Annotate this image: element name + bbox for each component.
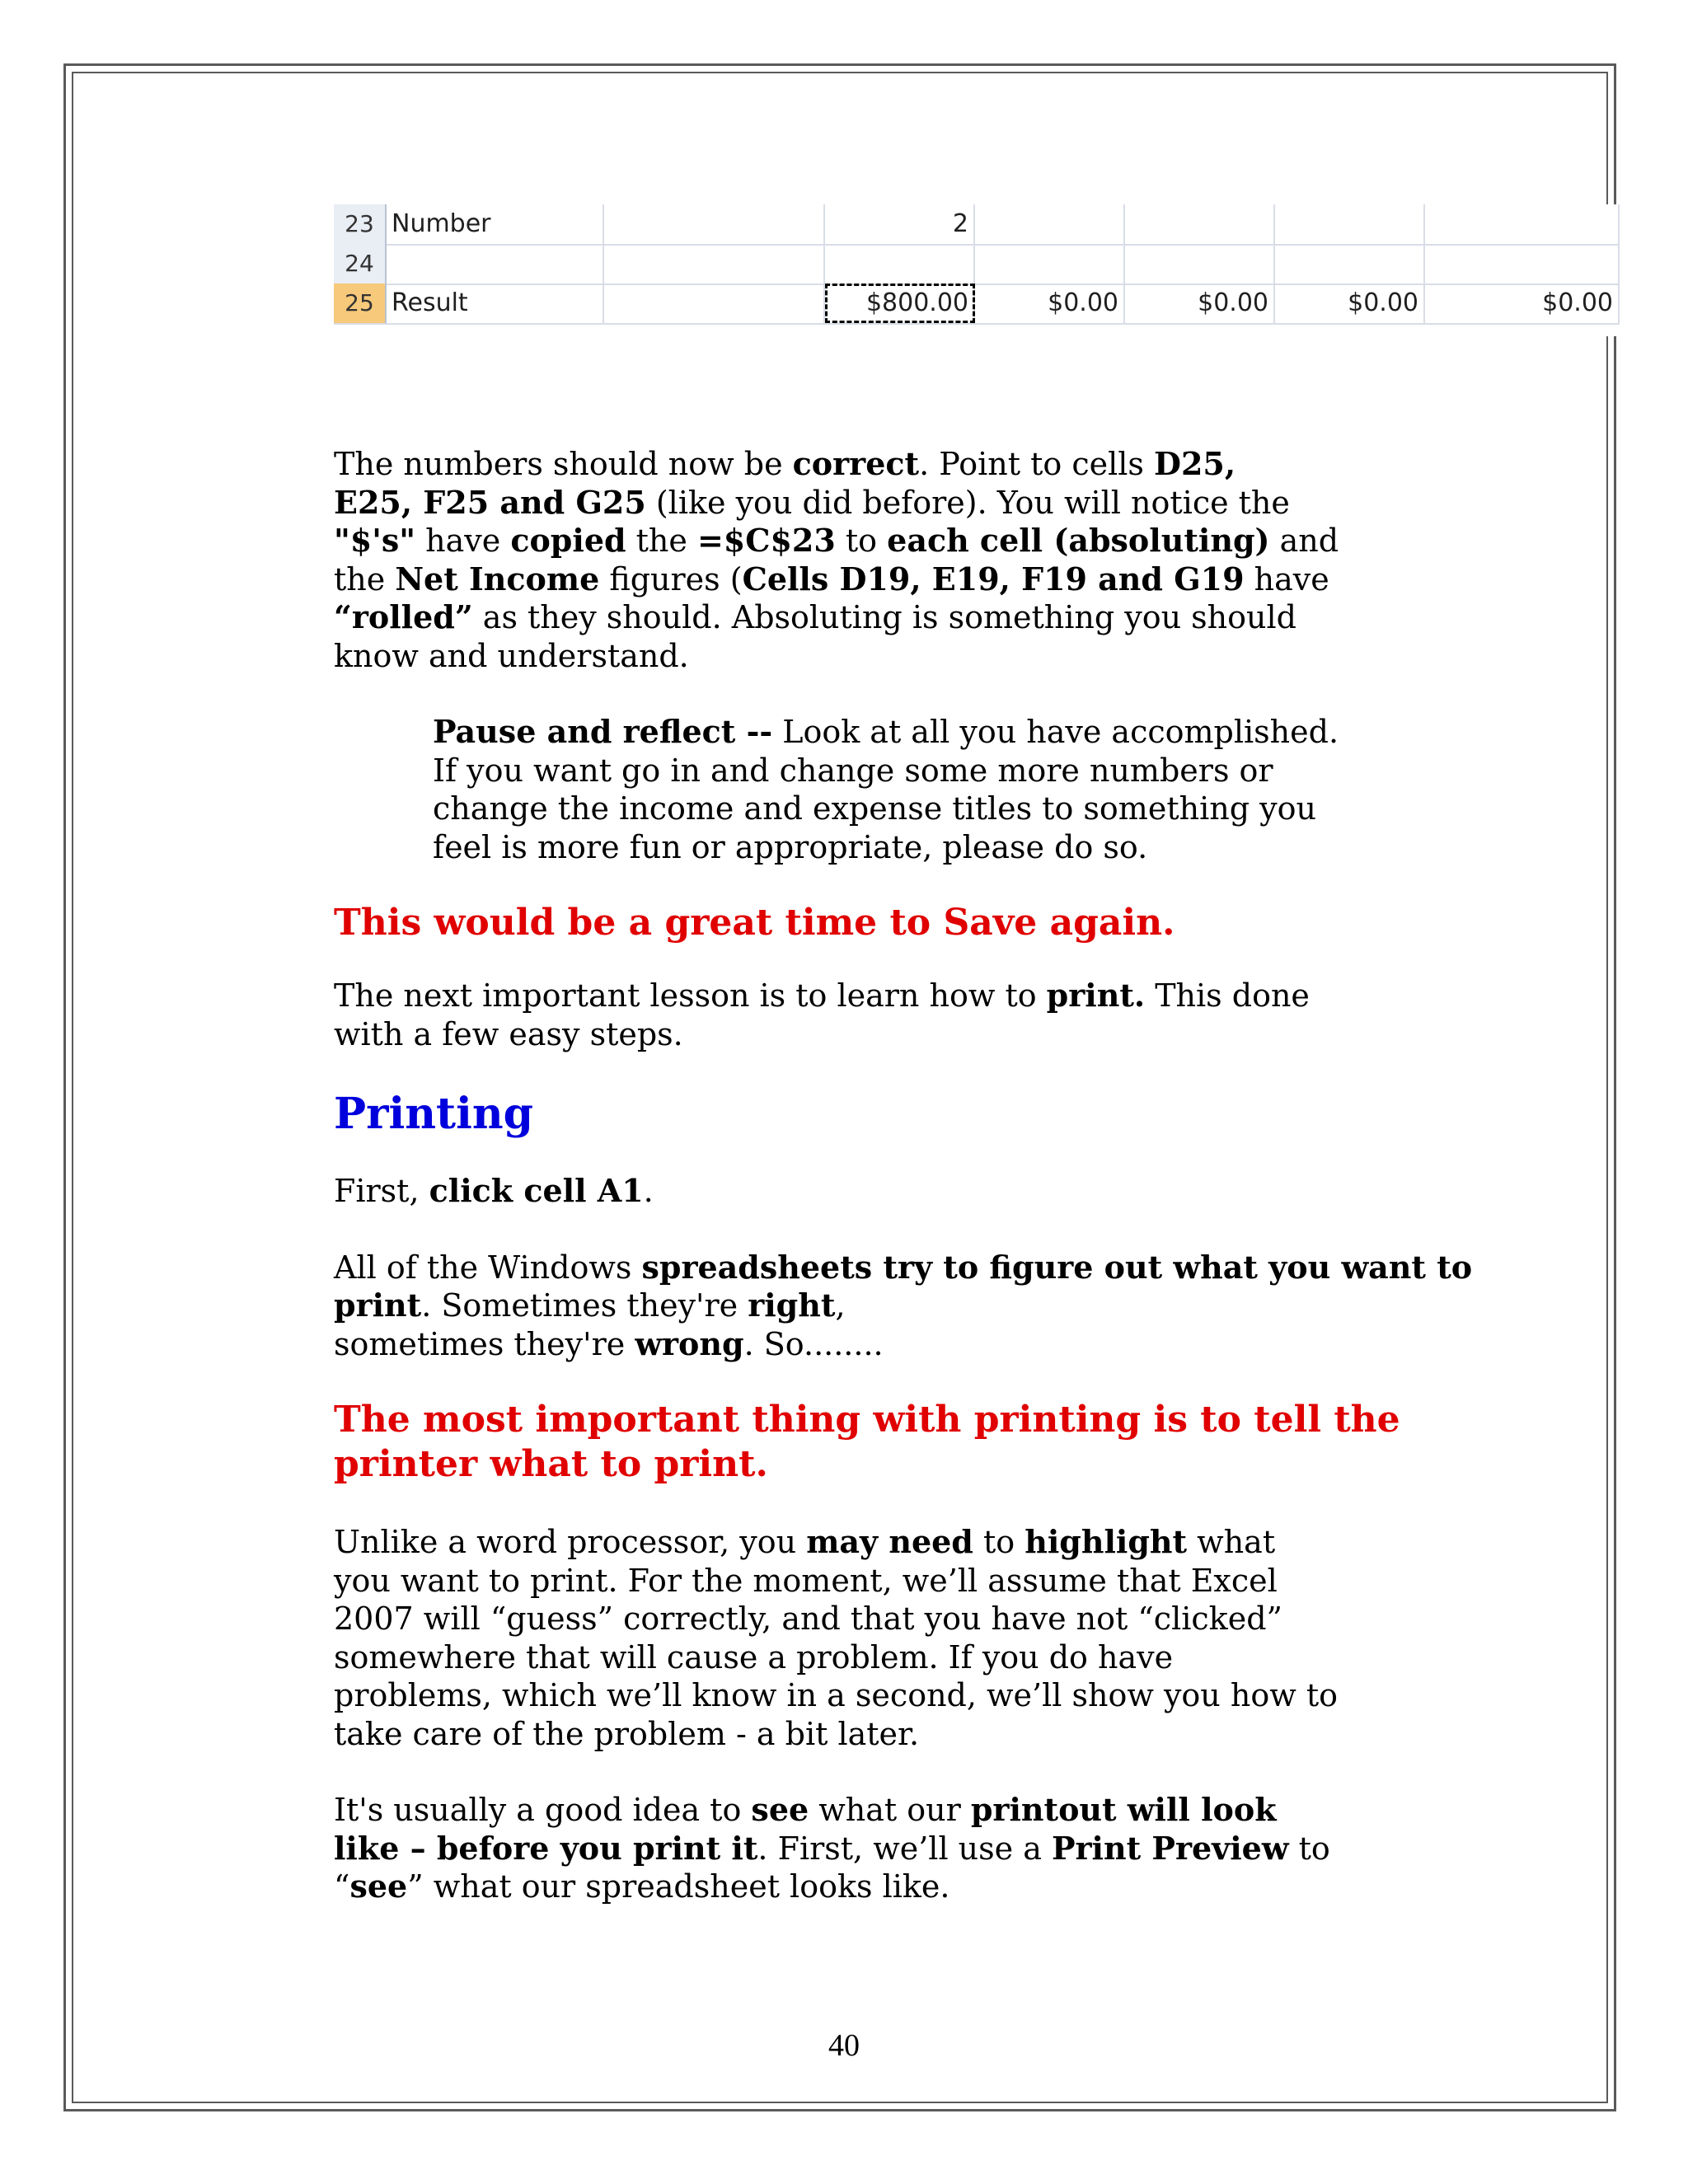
sheet-row-25: [334, 284, 1620, 325]
text: to: [1288, 1830, 1330, 1867]
text: feel is more fun or appropriate, please do so.: [433, 828, 1148, 865]
text: figures (: [599, 560, 743, 598]
bold-text: see: [751, 1791, 809, 1828]
text: ” what our spreadsheet looks like.: [407, 1868, 950, 1905]
cell-d25-copied[interactable]: $800.00: [825, 284, 975, 323]
bold-text: like – before you print it: [334, 1829, 758, 1867]
text: All of the Windows: [334, 1249, 642, 1286]
bold-text: Cells D19, E19, F19 and G19: [742, 560, 1245, 598]
cell-e25[interactable]: $0.00: [975, 284, 1125, 323]
bold-text: right: [748, 1286, 836, 1324]
paragraph-print-lesson: [334, 977, 1504, 1053]
bold-text: Print Preview: [1051, 1829, 1289, 1867]
bold-text: "$'s": [334, 522, 416, 559]
text: printer what to print.: [334, 1443, 768, 1485]
cell-c23-blank[interactable]: [604, 204, 825, 244]
text: know and understand.: [334, 637, 689, 674]
text: change the income and expense titles to something you: [433, 790, 1316, 827]
text: The numbers should now be: [334, 446, 793, 482]
text: have: [415, 523, 511, 559]
text: “: [334, 1868, 350, 1905]
bold-text: “rolled”: [334, 598, 473, 635]
bold-text: highlight: [1025, 1523, 1188, 1560]
cell-b24[interactable]: [385, 244, 604, 284]
text: the: [626, 523, 697, 559]
text: The next important lesson is to learn how to: [334, 977, 1047, 1014]
text: It's usually a good idea to: [334, 1792, 752, 1828]
text: . So........: [743, 1325, 884, 1362]
paragraph-numbers-correct: [334, 445, 1504, 675]
cell-h25[interactable]: $0.00: [1425, 284, 1620, 323]
bold-text: copied: [510, 522, 626, 559]
text: 2007 will “guess” correctly, and that you have not “clicked”: [334, 1601, 1282, 1637]
paragraph-word-processor: [334, 1523, 1504, 1753]
text: to: [973, 1524, 1025, 1560]
text: . First, we’ll use a: [757, 1830, 1052, 1867]
bold-text: Net Income: [395, 560, 600, 598]
bold-text: correct: [792, 445, 920, 482]
text: what: [1187, 1524, 1276, 1560]
cell-d23[interactable]: 2: [825, 204, 975, 244]
text: sometimes they're: [334, 1325, 635, 1362]
cell-h24[interactable]: [1425, 244, 1620, 284]
sheet-row-24: [334, 244, 1620, 285]
save-notice: This would be a great time to Save again.: [334, 902, 1175, 944]
text: the: [334, 560, 396, 598]
document-body: [334, 445, 1504, 1906]
cell-f25[interactable]: $0.00: [1125, 284, 1275, 323]
text: as they should. Absoluting is something you should: [472, 599, 1296, 635]
cell-e23[interactable]: [975, 204, 1125, 244]
text: This done: [1145, 977, 1310, 1014]
important-printing-notice: [334, 1398, 1504, 1487]
text: to: [835, 523, 888, 559]
text: problems, which we’ll know in a second, we’ll show you how to: [334, 1677, 1338, 1713]
text: Unlike a word processor, you: [334, 1524, 807, 1560]
text: . Point to cells: [919, 446, 1155, 482]
paragraph-click-a1: [334, 1172, 1504, 1211]
text: First,: [334, 1173, 429, 1209]
cell-g23[interactable]: [1275, 204, 1425, 244]
paragraph-print-preview: [334, 1791, 1504, 1906]
sheet-row-23: [334, 204, 1620, 246]
row-header[interactable]: 23: [334, 204, 387, 244]
page-number: 40: [828, 2028, 860, 2063]
cell-c25-blank[interactable]: [604, 284, 825, 323]
cell-e24[interactable]: [975, 244, 1125, 284]
bold-text: see: [349, 1868, 408, 1905]
text: with a few easy steps.: [334, 1015, 683, 1052]
bold-text: D25,: [1154, 445, 1236, 482]
row-header[interactable]: 24: [334, 244, 387, 284]
bold-text: E25, F25 and G25: [334, 483, 646, 521]
text: Look at all you have accomplished.: [772, 714, 1339, 750]
paragraph-pause-reflect: [433, 713, 1504, 866]
paragraph-spreadsheets-guess: [334, 1249, 1504, 1364]
text: somewhere that will cause a problem. If you do have: [334, 1638, 1174, 1675]
bold-text: spreadsheets try to figure out what you want to: [641, 1248, 1473, 1286]
text: . Sometimes they're: [421, 1287, 748, 1324]
cell-c24-blank[interactable]: [604, 244, 825, 284]
text: The most important thing with printing is to tell the: [334, 1399, 1400, 1441]
cell-f24[interactable]: [1125, 244, 1275, 284]
text: (like you did before). You will notice the: [645, 484, 1290, 521]
text: take care of the problem - a bit later.: [334, 1715, 920, 1752]
bold-text: =$C$23: [696, 522, 836, 559]
text: and: [1269, 523, 1339, 559]
bold-text: may need: [806, 1523, 973, 1560]
cell-d24[interactable]: [825, 244, 975, 284]
cell-g25[interactable]: $0.00: [1275, 284, 1425, 323]
bold-text: print: [334, 1286, 422, 1324]
bold-text: print.: [1046, 977, 1146, 1014]
text: have: [1244, 560, 1329, 598]
bold-text: each cell (absoluting): [887, 522, 1270, 559]
text: ,: [835, 1287, 846, 1324]
text: .: [643, 1173, 654, 1209]
bold-text: wrong: [635, 1324, 744, 1362]
bold-text: printout will look: [970, 1791, 1277, 1828]
cell-b25[interactable]: Result: [385, 284, 604, 323]
text: you want to print. For the moment, we’ll assume that Excel: [334, 1562, 1278, 1599]
bold-text: click cell A1: [429, 1172, 644, 1209]
cell-g24[interactable]: [1275, 244, 1425, 284]
row-header-selected[interactable]: 25: [334, 284, 387, 323]
heading-printing: Printing: [334, 1089, 533, 1139]
bold-text: Pause and reflect --: [433, 713, 773, 750]
cell-f23[interactable]: [1125, 204, 1275, 244]
cell-b23[interactable]: Number: [385, 204, 604, 244]
text: what our: [809, 1792, 971, 1828]
spreadsheet-snippet: [334, 204, 1620, 336]
text: If you want go in and change some more numbers or: [433, 752, 1273, 789]
cell-h23[interactable]: [1425, 204, 1620, 244]
